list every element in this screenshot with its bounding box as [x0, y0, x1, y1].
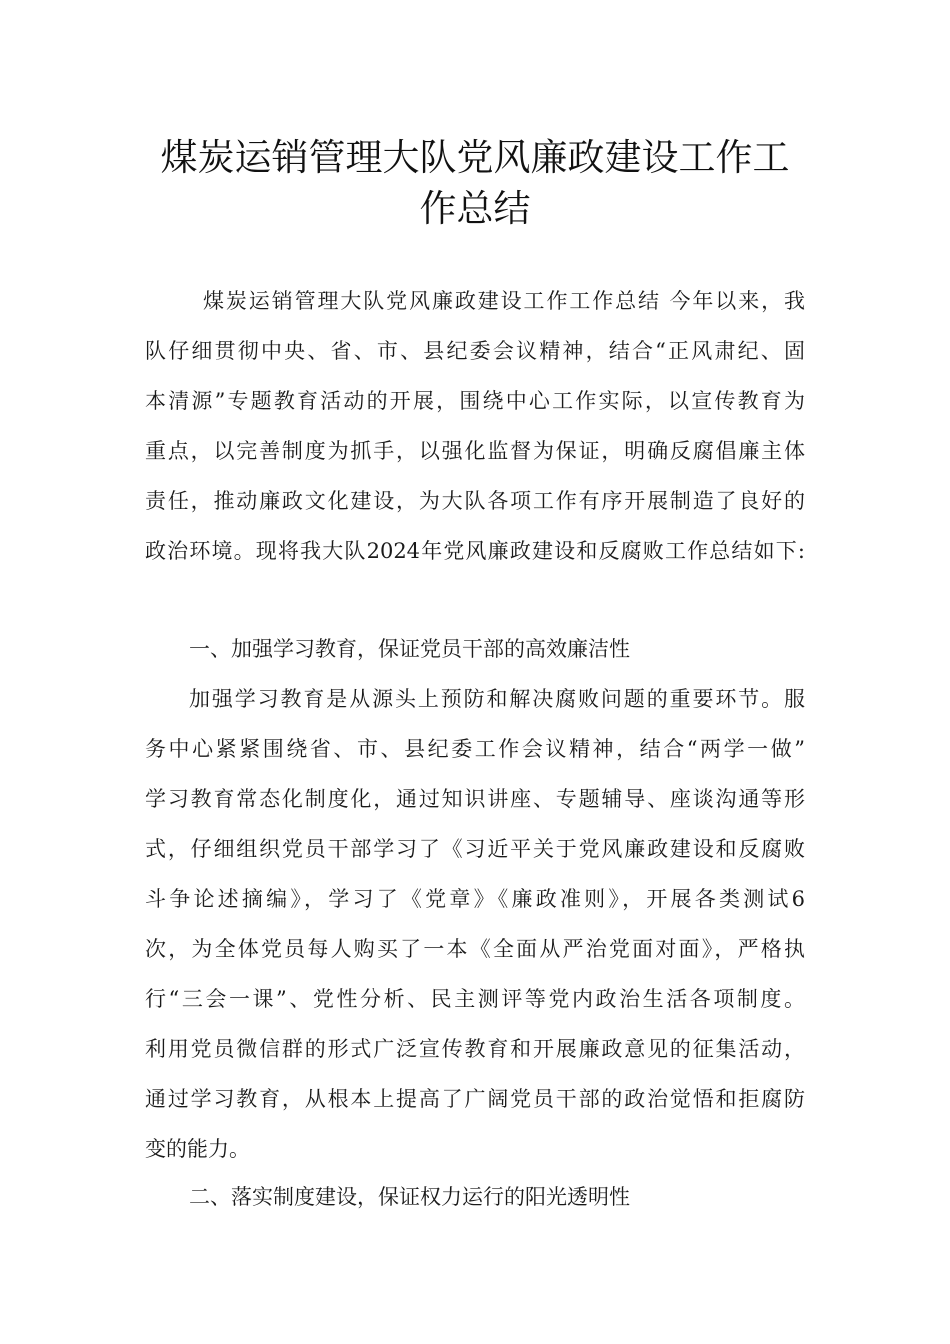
section-1-line-5: 斗争论述摘编》，学习了《党章》《廉政准则》，开展各类测试6 [145, 887, 805, 911]
intro-line-5: 责任，推动廉政文化建设，为大队各项工作有序开展制造了良好的 [145, 489, 805, 513]
document-title-line-2: 作总结 [419, 187, 531, 230]
intro-line-6: 政治环境。现将我大队2024年党风廉政建设和反腐败工作总结如下: [145, 539, 805, 563]
section-1-heading: 一、加强学习教育，保证党员干部的高效廉洁性 [189, 637, 630, 661]
document-title-line-1: 煤炭运销管理大队党风廉政建设工作工 [160, 136, 790, 179]
section-1-line-8: 利用党员微信群的形式广泛宣传教育和开展廉政意见的征集活动， [145, 1037, 805, 1061]
intro-line-4: 重点，以完善制度为抓手，以强化监督为保证，明确反腐倡廉主体 [145, 439, 805, 463]
section-1-line-2: 务中心紧紧围绕省、市、县纪委工作会议精神，结合“两学一做” [145, 737, 805, 761]
section-1-line-10: 变的能力。 [145, 1137, 250, 1161]
intro-line-1: 煤炭运销管理大队党风廉政建设工作工作总结 今年以来，我 [203, 289, 805, 313]
section-1-line-3: 学习教育常态化制度化，通过知识讲座、专题辅导、座谈沟通等形 [145, 787, 805, 811]
intro-line-2: 队仔细贯彻中央、省、市、县纪委会议精神，结合“正风肃纪、固 [145, 339, 805, 363]
section-1-line-1: 加强学习教育是从源头上预防和解决腐败问题的重要环节。服 [189, 687, 805, 711]
section-1-line-4: 式，仔细组织党员干部学习了《习近平关于党风廉政建设和反腐败 [145, 837, 805, 861]
section-1-line-7: 行“三会一课”、党性分析、民主测评等党内政治生活各项制度。 [145, 987, 805, 1011]
intro-line-3: 本清源”专题教育活动的开展，围绕中心工作实际，以宣传教育为 [145, 389, 805, 413]
section-2-heading: 二、落实制度建设，保证权力运行的阳光透明性 [189, 1185, 630, 1209]
section-1-line-9: 通过学习教育，从根本上提高了广阔党员干部的政治觉悟和拒腐防 [145, 1087, 805, 1111]
section-1-line-6: 次，为全体党员每人购买了一本《全面从严治党面对面》，严格执 [145, 937, 805, 961]
